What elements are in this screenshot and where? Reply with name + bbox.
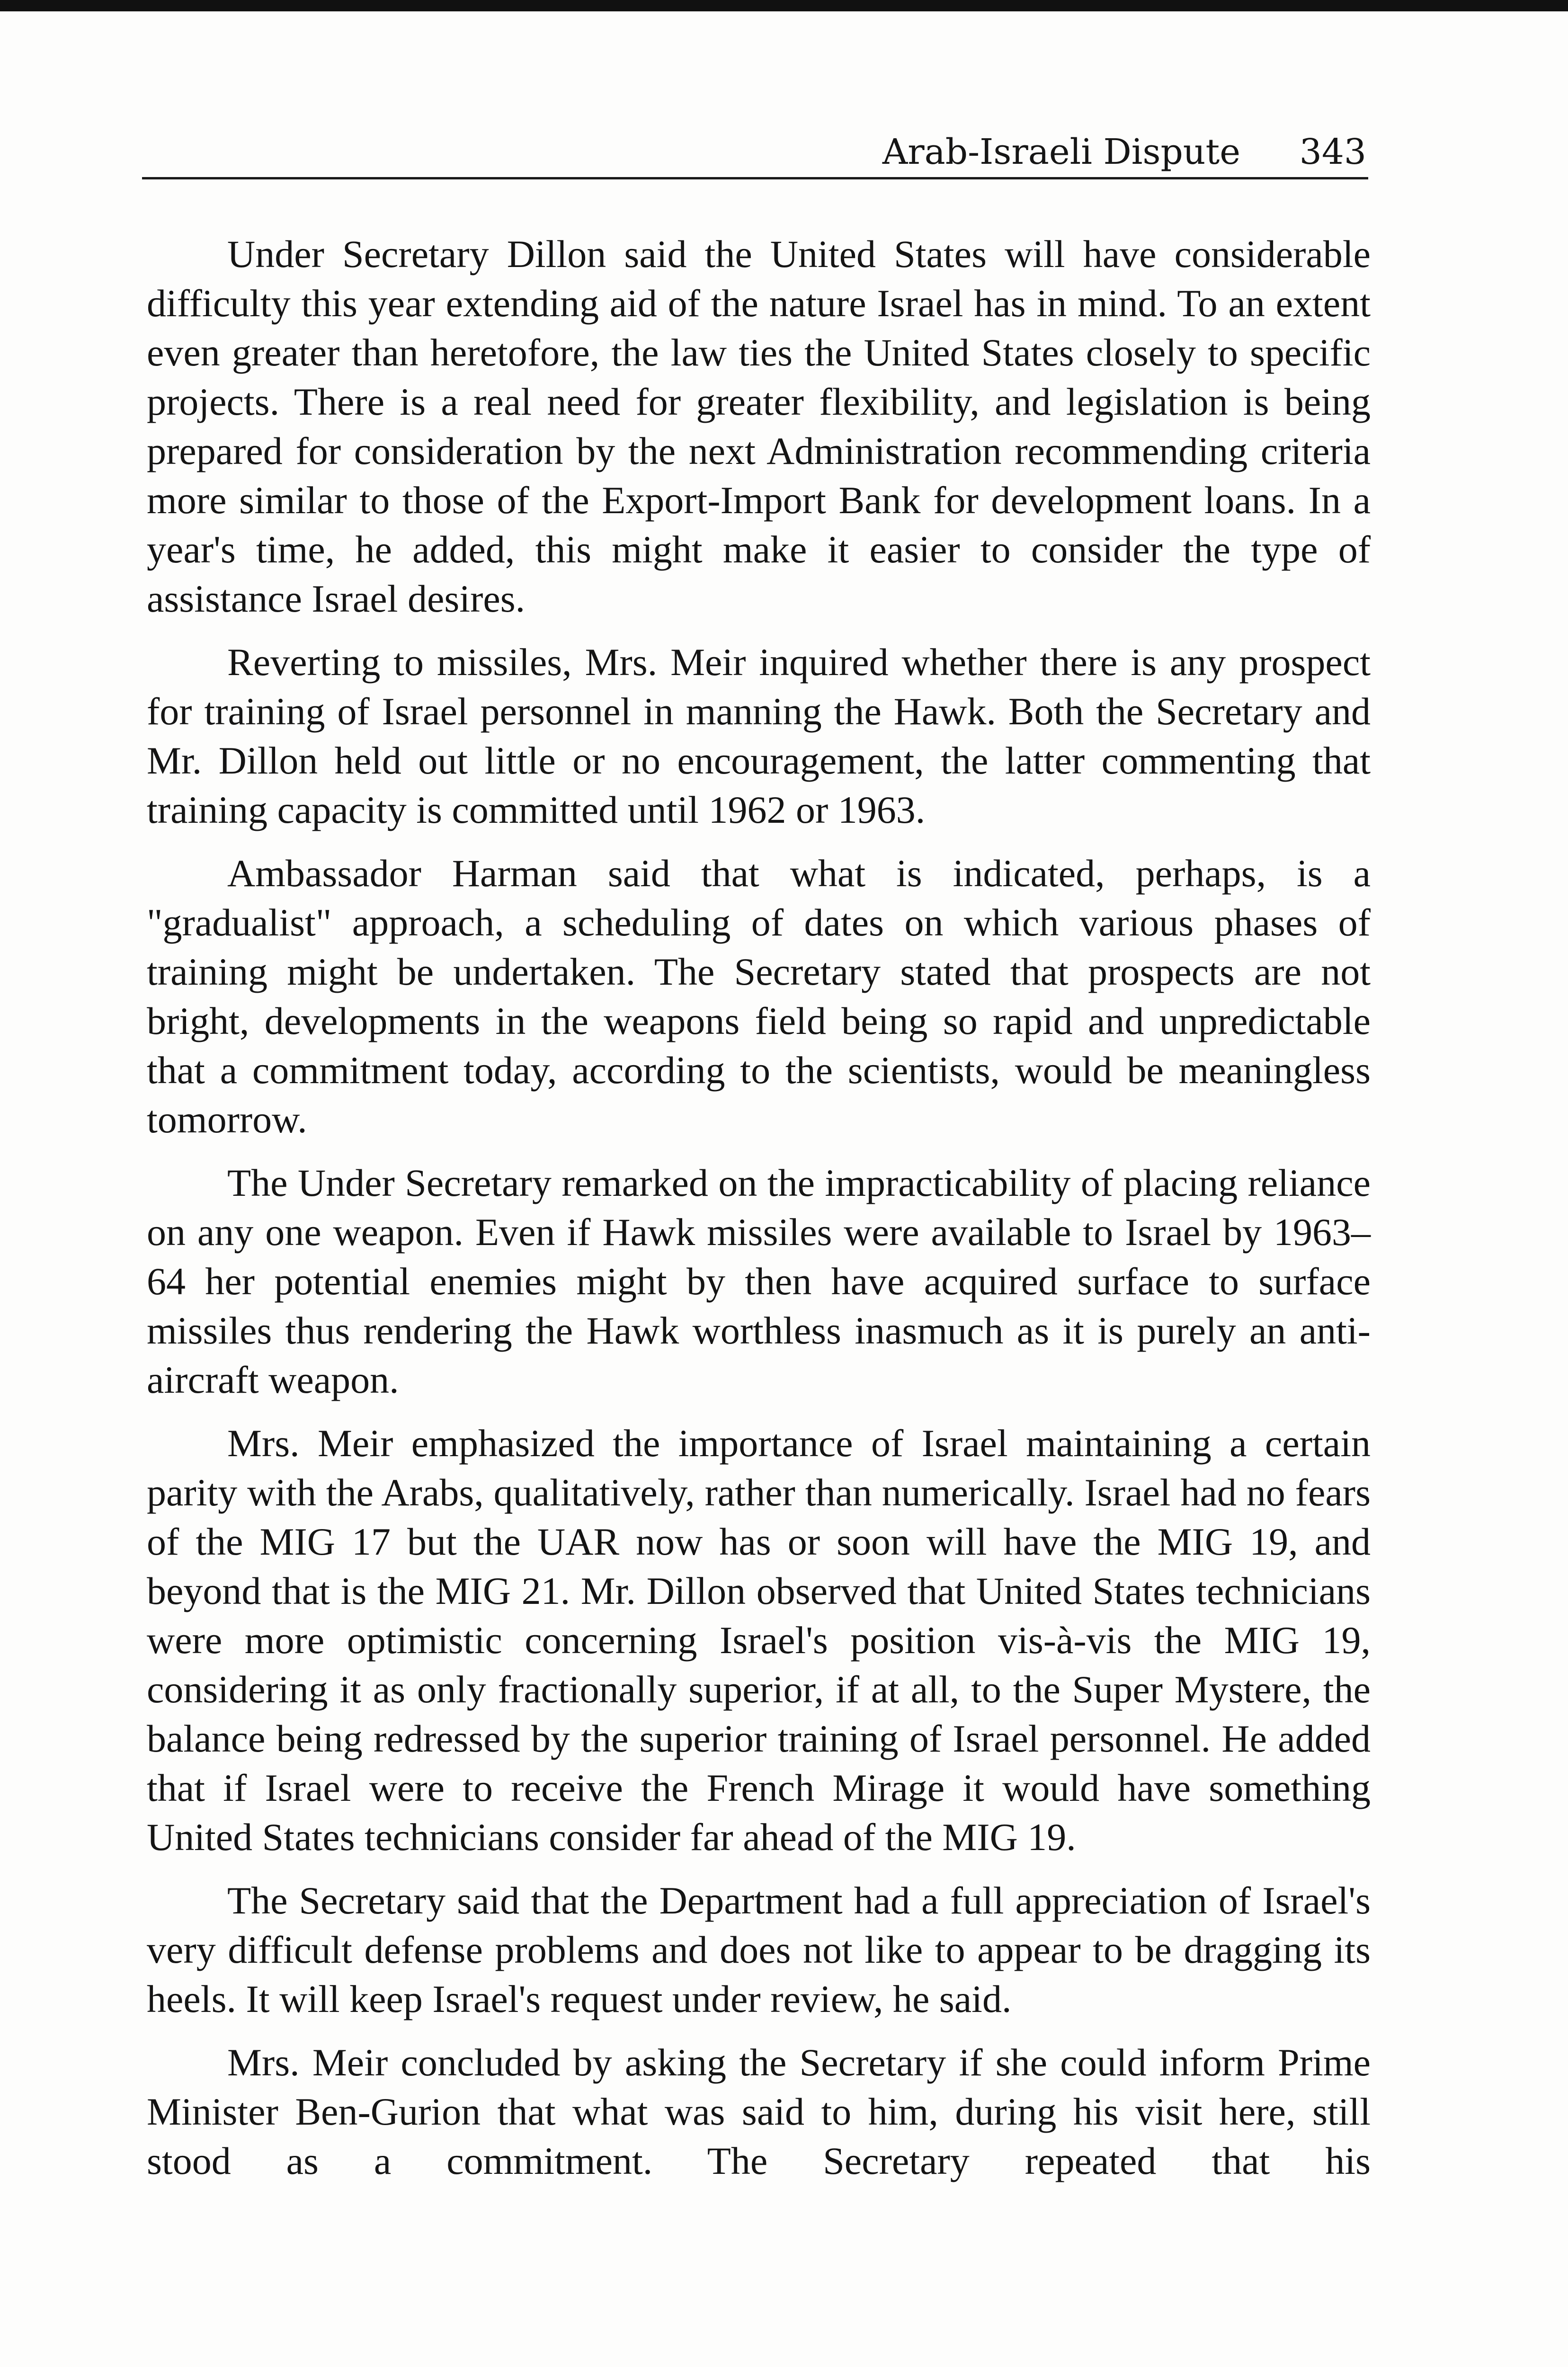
paragraph: Mrs. Meir emphasized the importance of Israel maintaining a certain parity with the Arabs, qualitatively, rather than numerically. Israel had no fears of the MIG 17 but the UAR now has or soon will have the MIG 19, and beyond that is the MIG 21. Mr. Dillon observed that United States technicians were more optimistic concerning Israel's position vis-à-vis the MIG 19, considering it as only fractionally superior, if at all, to the Super Mystere, the balance being redressed by the superior training of Israel personnel. He added that if Israel were to receive the French Mirage it would have something United States technicians consider far ahead of the MIG 19.: [147, 1422, 1371, 1859]
paragraph: Mrs. Meir concluded by asking the Secretary if she could inform Prime Minister Ben-Gurion that what was said to him, during his visit here, still stood as a commitment. The Secretary repeated that his: [147, 2041, 1371, 2182]
paragraph: The Under Secretary remarked on the impracticability of placing reliance on any one weapon. Even if Hawk missiles were available to Israel by 1963–64 her potential enemies might by then have acquired surface to surface missiles thus rendering the Hawk worthless inasmuch as it is purely an anti-aircraft weapon.: [147, 1161, 1371, 1401]
page-number: 343: [1299, 132, 1366, 172]
body-text: [147, 230, 1371, 2200]
paragraph: Under Secretary Dillon said the United States will have considerable difficulty this year extending aid of the nature Israel has in mind. To an extent even greater than heretofore, the law ties the United States closely to specific projects. There is a real need for greater flexibility, and legislation is being prepared for consideration by the next Administration recommending criteria more similar to those of the Export-Import Bank for development loans. In a year's time, he added, this might make it easier to consider the type of assistance Israel desires.: [147, 232, 1371, 620]
paragraph: The Secretary said that the Department had a full appreciation of Israel's very difficult defense problems and does not like to appear to be dragging its heels. It will keep Israel's request under review, he said.: [147, 1879, 1371, 2020]
running-header: [142, 124, 1368, 179]
scan-top-border: [0, 0, 1568, 11]
paragraph: Ambassador Harman said that what is indicated, perhaps, is a "gradualist" approach, a scheduling of dates on which various phases of training might be undertaken. The Secretary stated that prospects are not bright, developments in the weapons field being so rapid and unpredictable that a commitment today, according to the scientists, would be meaningless tomorrow.: [147, 852, 1371, 1141]
paragraph: Reverting to missiles, Mrs. Meir inquired whether there is any prospect for training of Israel personnel in manning the Hawk. Both the Secretary and Mr. Dillon held out little or no encouragement, the latter commenting that training capacity is committed until 1962 or 1963.: [147, 641, 1371, 831]
running-title: Arab-Israeli Dispute: [882, 132, 1240, 172]
